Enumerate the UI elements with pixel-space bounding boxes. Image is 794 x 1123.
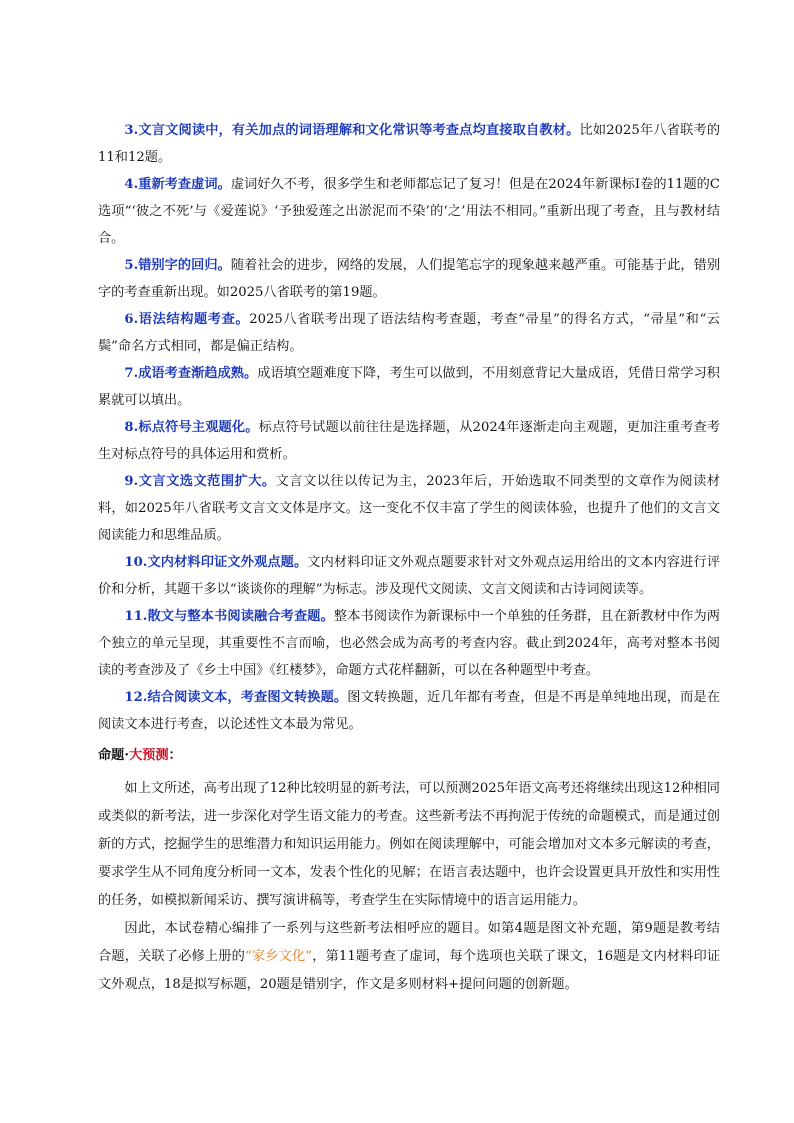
item-body: 虚词好久不考，很多学生和老师都忘记了复习！但是在2024年新课标Ⅰ卷的11题的C选项“‘彼之不死’与《爱莲说》‘予独爱莲之出淤泥而不染’的‘之’用法不相同。”重新出现了考查，且与教材结合。 — [98, 177, 721, 246]
item-title-text: 散文与整本书阅读融合考查题。 — [147, 609, 334, 624]
section-prefix: 命题· — [98, 748, 129, 763]
item-title-text: 成语考查渐趋成熟。 — [138, 366, 258, 381]
item-number: 3. — [124, 123, 139, 138]
item-number: 12. — [124, 690, 148, 705]
item-body: 成语填空题难度下降，考生可以做到，不用刻意背记大量成语，凭借日常学习积累就可以填出。 — [98, 366, 720, 408]
item-title — [124, 366, 257, 381]
item-title-text: 重新考查虚词。 — [138, 177, 231, 192]
item-title-text: 文内材料印证文外观点题。 — [147, 555, 308, 570]
item-title — [124, 258, 230, 273]
item-title — [124, 555, 307, 570]
item-number: 11. — [124, 609, 148, 624]
item-title-text: 标点符号主观题化。 — [138, 420, 259, 435]
item-number: 4. — [124, 177, 139, 192]
exam-design-text-a: 因此，本试卷精心编排了一系列与这些新考法相呼应的题目。如第4题是图文补充题，第9题是教考结合题，关联了必修上册的 — [98, 921, 720, 964]
list-item — [98, 252, 720, 306]
item-number: 10. — [124, 555, 148, 570]
list-item — [98, 306, 720, 360]
list-item — [98, 603, 720, 684]
item-number: 9. — [124, 474, 139, 489]
item-title-text: 结合阅读文本，考查图文转换题。 — [147, 690, 348, 705]
item-title — [124, 690, 347, 705]
item-body: 文内材料印证文外观点题要求针对文外观点运用给出的文本内容进行评价和分析，其题干多以“谈谈你的理解”为标志。涉及现代文阅读、文言文阅读和古诗词阅读等。 — [98, 555, 721, 597]
item-title-text: 文言文选文范围扩大。 — [138, 474, 276, 489]
item-body: 文言文以往以传记为主，2023年后，开始选取不同类型的文章作为阅读材料，如2025年八省联考文言文文体是序文。这一变化不仅丰富了学生的阅读体验，也提升了他们的文言文阅读能力和思维品质。 — [98, 474, 721, 543]
prediction-paragraph: 如上文所述，高考出现了12种比较明显的新考法，可以预测2025年语文高考还将继续出现这12种相同或类似的新考法，进一步深化对学生语文能力的考查。这些新考法不再拘泥于传统的命题模式，而是通过创新的方式，挖掘学生的思维潜力和知识运用能力。例如在阅读理解中，可能会增加对文本多元解读的考查，要求学生从不同角度分析同一文本，发表个性化的见解；在语言表达题中，也许会设置更具开放性和实用性的任务，如模拟新闻采访、撰写演讲稿等，考查学生在实际情境中的语言运用能力。 — [98, 781, 720, 908]
item-number: 6. — [124, 312, 139, 327]
item-body: 图文转换题，近几年都有考查，但是不再是单纯地出现，而是在阅读文本进行考查，以论述性文本最为常见。 — [98, 690, 721, 732]
section-emphasis: 大预测 — [128, 748, 169, 763]
item-body: 比如2025年八省联考的11和12题。 — [98, 123, 721, 165]
item-number: 7. — [124, 366, 139, 381]
item-body: 随着社会的进步，网络的发展，人们提笔忘字的现象越来越严重。可能基于此，错别字的考查重新出现。如2025八省联考的第19题。 — [98, 258, 721, 300]
exam-design-text-c: ，第11题考查了虚词，每个选项也关联了课文，16题是文内材料印证文外观点，18是拟写标题，20题是错别字，作文是多则材料+提问问题的创新题。 — [98, 949, 721, 992]
item-title — [124, 123, 579, 138]
item-title-text: 错别字的回归。 — [138, 258, 231, 273]
list-item — [98, 171, 720, 252]
section-heading — [98, 742, 720, 769]
item-body: 2025八省联考出现了语法结构考查题，考查“帚星”的得名方式，“帚星”和“云鬓”命名方式相同，都是偏正结构。 — [98, 312, 720, 354]
item-body: 标点符号试题以前往往是选择题，从2024年逐渐走向主观题，更加注重考查考生对标点符号的具体运用和赏析。 — [98, 420, 721, 462]
item-title-text: 文言文阅读中，有关加点的词语理解和文化常识等考查点均直接取自教材。 — [138, 123, 580, 138]
item-number: 8. — [124, 420, 139, 435]
exam-design-highlight: “家乡文化” — [244, 949, 313, 964]
item-title — [124, 474, 275, 489]
new-exam-methods-list — [98, 117, 720, 738]
item-number: 5. — [124, 258, 139, 273]
list-item — [98, 414, 720, 468]
item-body: 整本书阅读作为新课标中一个单独的任务群，且在新教材中作为两个独立的单元呈现，其重要性不言而喻，也必然会成为高考的考查内容。截止到2024年，高考对整本书阅读的考查涉及了《乡土中国》《红楼梦》，命题方式花样翻新，可以在各种题型中考查。 — [98, 609, 720, 678]
item-title-text: 语法结构题考查。 — [138, 312, 250, 327]
item-title — [124, 312, 249, 327]
list-item — [98, 684, 720, 738]
item-title — [124, 177, 230, 192]
list-item — [98, 549, 720, 603]
list-item — [98, 360, 720, 414]
list-item — [98, 468, 720, 549]
item-title — [124, 420, 258, 435]
list-item — [98, 117, 720, 171]
exam-design-paragraph — [98, 915, 720, 999]
section-suffix: ： — [168, 748, 182, 763]
item-title — [124, 609, 334, 624]
document-page — [98, 117, 720, 999]
